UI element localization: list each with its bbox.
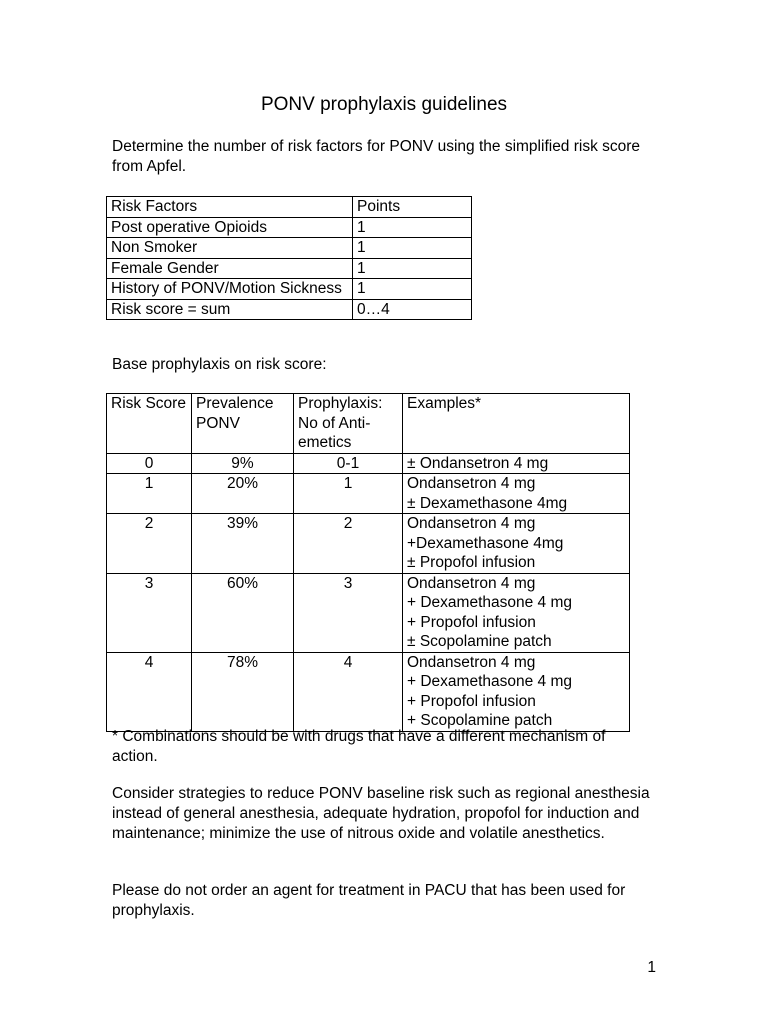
risk-points-cell: 1 [353,238,472,259]
risk-table-row [107,217,472,238]
example-line: Ondansetron 4 mg [407,475,536,492]
prophylaxis-table-row [107,474,630,514]
example-line: Ondansetron 4 mg [407,515,536,532]
intro-paragraph: Determine the number of risk factors for PONV using the simplified risk score from Apfel. [112,138,641,175]
example-line: + Propofol infusion [407,692,536,710]
risk-table-row [107,279,472,300]
prophylaxis-header-cell: Examples* [403,394,630,454]
example-line: +Dexamethasone 4mg [407,534,564,552]
example-line: + Propofol infusion [407,613,536,631]
page-number: 1 [647,959,656,976]
example-line: Ondansetron 4 mg [407,574,536,592]
prevalence-cell: 39% [192,514,294,574]
risk-points-cell: 1 [353,279,472,300]
antiemetic-count-cell: 0-1 [294,453,403,474]
pacu-note: Please do not order an agent for treatment in PACU that has been used for prophylaxis. [112,882,626,919]
example-line: ± Scopolamine patch [407,633,552,650]
example-line: ± Ondansetron 4 mg [407,454,549,472]
example-line: ± Dexamethasone 4mg [407,494,568,512]
antiemetic-count-cell: 3 [294,573,403,652]
example-line: + Dexamethasone 4 mg [407,673,572,690]
risk-table-row [107,258,472,279]
risk-table-row [107,299,472,320]
prophylaxis-table-row [107,514,630,574]
prevalence-cell: 9% [192,453,294,474]
strategies-paragraph: Consider strategies to reduce PONV baseline risk such as regional anesthesia instead of general anesthesia, adequate hydration, propofol for induction and maintenance; minimize the use of nitrous oxide and volatile anesthetics. [112,785,650,842]
base-prophylaxis-label: Base prophylaxis on risk score: [112,356,327,373]
examples-cell [403,514,630,574]
risk-factor-cell: Risk score = sum [107,299,353,320]
risk-points-cell: 1 [353,217,472,238]
risk-factor-cell: Post operative Opioids [107,217,353,238]
risk-score-cell: 3 [107,573,192,652]
example-line: Ondansetron 4 mg [407,653,536,671]
risk-table-header-row [107,197,472,218]
page-title: PONV prophylaxis guidelines [260,94,508,115]
prevalence-cell: 60% [192,573,294,652]
prophylaxis-table-header-row [107,394,630,454]
prophylaxis-header-cell: Prophylaxis: No of Anti-emetics [294,394,403,454]
prophylaxis-header-cell: Risk Score [107,394,192,454]
examples-cell [403,573,630,652]
risk-factor-cell: History of PONV/Motion Sickness [107,279,353,300]
risk-score-cell: 0 [107,453,192,474]
prophylaxis-table-row [107,573,630,652]
examples-cell [403,453,630,474]
example-line: + Scopolamine patch [407,712,553,729]
risk-table-row [107,238,472,259]
examples-cell [403,474,630,514]
risk-table-header-cell: Risk Factors [107,197,353,218]
risk-points-cell: 1 [353,258,472,279]
prophylaxis-table-row [107,652,630,731]
risk-factors-table [106,196,472,320]
example-line: ± Propofol infusion [407,554,536,571]
risk-table-header-cell: Points [353,197,472,218]
prophylaxis-table [106,393,630,732]
examples-cell [403,652,630,731]
example-line: + Dexamethasone 4 mg [407,594,572,611]
prevalence-cell: 20% [192,474,294,514]
risk-factor-cell: Non Smoker [107,238,353,259]
prevalence-cell: 78% [192,652,294,731]
antiemetic-count-cell: 4 [294,652,403,731]
risk-score-cell: 4 [107,652,192,731]
risk-score-cell: 1 [107,474,192,514]
risk-score-cell: 2 [107,514,192,574]
antiemetic-count-cell: 1 [294,474,403,514]
antiemetic-count-cell: 2 [294,514,403,574]
prophylaxis-header-cell: Prevalence PONV [192,394,294,454]
prophylaxis-table-row [107,453,630,474]
risk-points-cell: 0…4 [353,299,472,320]
risk-factor-cell: Female Gender [107,258,353,279]
footnote: * Combinations should be with drugs that have a different mechanism of action. [112,728,606,765]
